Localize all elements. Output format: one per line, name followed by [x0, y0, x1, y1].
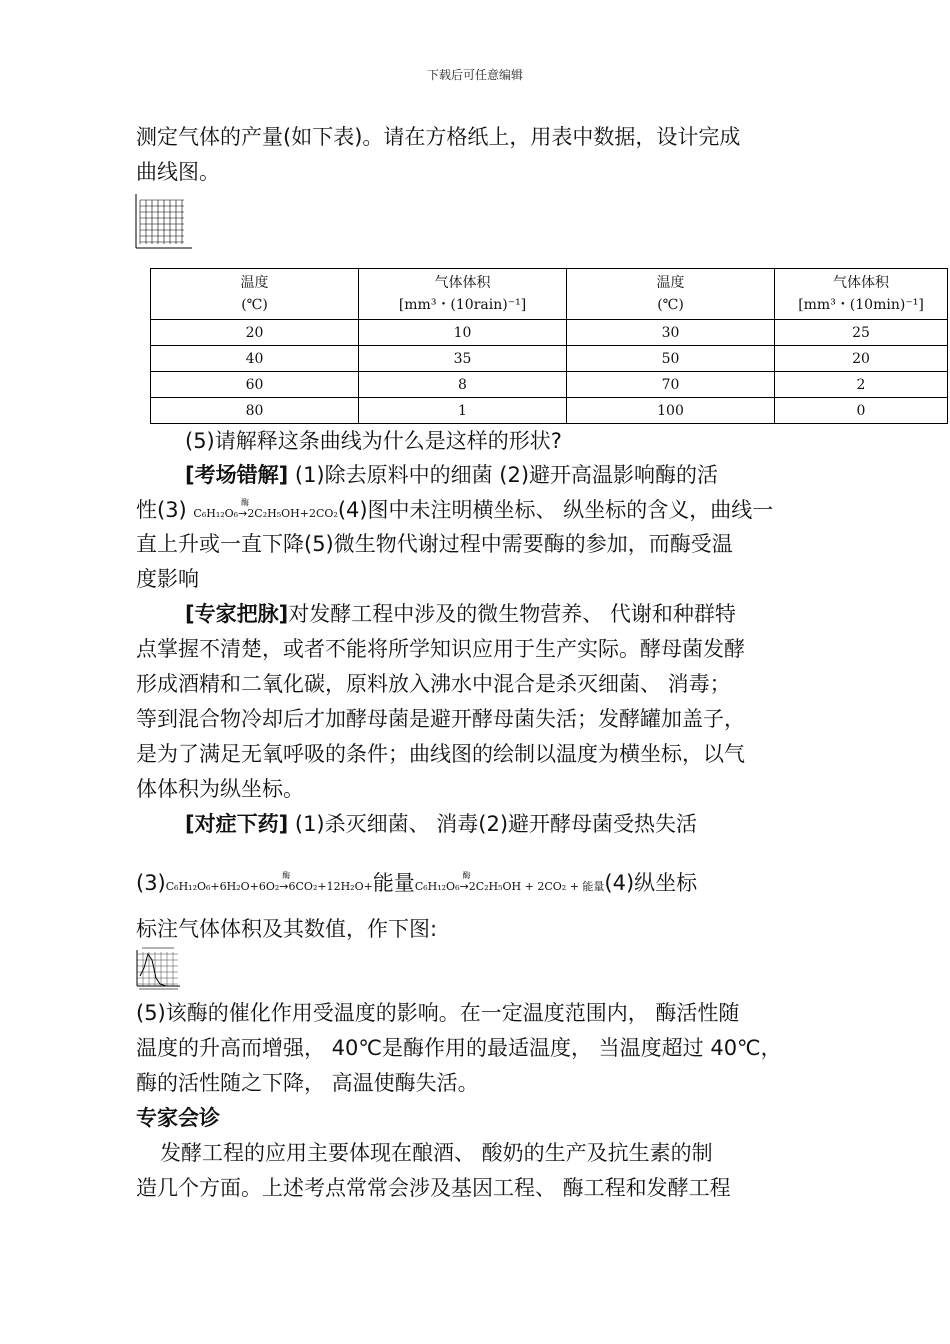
bamai-line-2: 点掌握不清楚，或者不能将所学知识应用于生产实际。酵母菌发酵 — [136, 637, 745, 661]
table-row: 80 1 100 0 — [151, 398, 948, 424]
gas-volume-table — [150, 268, 948, 424]
intro-line-1: 测定气体的产量(如下表)。请在方格纸上，用表中数据，设计完成 — [136, 125, 741, 149]
table-header-cell: 气体体积 [mm³・(10min)⁻¹] — [775, 269, 948, 320]
bamai-line-4: 等到混合物冷却后才加酵母菌是避开酵母菌失活；发酵罐加盖子， — [136, 707, 745, 731]
table-row: 60 8 70 2 — [151, 372, 948, 398]
xiayao-label: [对症下药] — [185, 812, 289, 836]
cuojie-line-1: [考场错解] (1)除去原料中的细菌 (2)避开高温影响酶的活 — [185, 463, 719, 487]
bamai-line-3: 形成酒精和二氧化碳，原料放入沸水中混合是杀灭细菌、 消毒； — [136, 672, 731, 696]
bamai-line-5: 是为了满足无氧呼吸的条件；曲线图的绘制以温度为横坐标，以气 — [136, 742, 745, 766]
answer5-line-3: 酶的活性随之下降， 高温使酶失活。 — [136, 1071, 479, 1095]
answer-curve-figure — [134, 946, 182, 992]
bamai-label: [专家把脉] — [185, 602, 289, 626]
table-header-cell: 温度 (℃) — [151, 269, 359, 320]
cuojie-line-3: 直上升或一直下降(5)微生物代谢过程中需要酶的参加，而酶受温 — [136, 532, 733, 556]
bamai-line-1: [专家把脉]对发酵工程中涉及的微生物营养、 代谢和种群特 — [185, 602, 736, 626]
huizhen-line-1: 发酵工程的应用主要体现在酿酒、 酸奶的生产及抗生素的制 — [160, 1141, 713, 1165]
reaction-arrow: 酶 → — [238, 498, 250, 520]
cuojie-line-4: 度影响 — [136, 567, 199, 591]
reaction-arrow: 酶 → — [279, 871, 291, 893]
huizhen-line-2: 造几个方面。上述考点常常会涉及基因工程、 酶工程和发酵工程 — [136, 1176, 731, 1200]
xiayao-line-3: 标注气体体积及其数值，作下图: — [136, 917, 438, 941]
section-title-huizhen: 专家会诊 — [136, 1106, 220, 1130]
intro-line-2: 曲线图。 — [136, 160, 220, 184]
question-5: (5)请解释这条曲线为什么是这样的形状? — [185, 429, 562, 453]
table-header-cell: 温度 (℃) — [567, 269, 775, 320]
answer5-line-2: 温度的升高而增强， 40℃是酶作用的最适温度， 当温度超过 40℃， — [136, 1036, 782, 1060]
xiayao-line-2: (3)C₆H₁₂O₆+6H₂O+6O₂ 酶 →6CO₂+12H₂O+能量C₆H₁₂O₆ 酶 →2C₂H₅OH + 2CO₂ + 能量(4)纵坐标 — [136, 866, 836, 904]
cuojie-label: [考场错解] — [185, 463, 289, 487]
answer5-line-1: (5)该酶的催化作用受温度的影响。在一定温度范围内， 酶活性随 — [136, 1001, 740, 1025]
grid-paper-figure — [134, 192, 194, 252]
page-header: 下载后可任意编辑 — [426, 68, 523, 82]
cuojie-line-2: 性(3) C₆H₁₂O₆ 酶 →2C₂H₅OH+2CO₂(4)图中未注明横坐标、 纵坐标的含义，曲线一 — [136, 493, 826, 531]
bamai-line-6: 体体积为纵坐标。 — [136, 777, 304, 801]
table-row: 40 35 50 20 — [151, 346, 948, 372]
reaction-arrow: 酶 → — [459, 871, 471, 893]
table-header-cell: 气体体积 [mm³・(10rain)⁻¹] — [359, 269, 567, 320]
xiayao-line-1: [对症下药] (1)杀灭细菌、 消毒(2)避开酵母菌受热失活 — [185, 812, 698, 836]
table-row: 20 10 30 25 — [151, 320, 948, 346]
